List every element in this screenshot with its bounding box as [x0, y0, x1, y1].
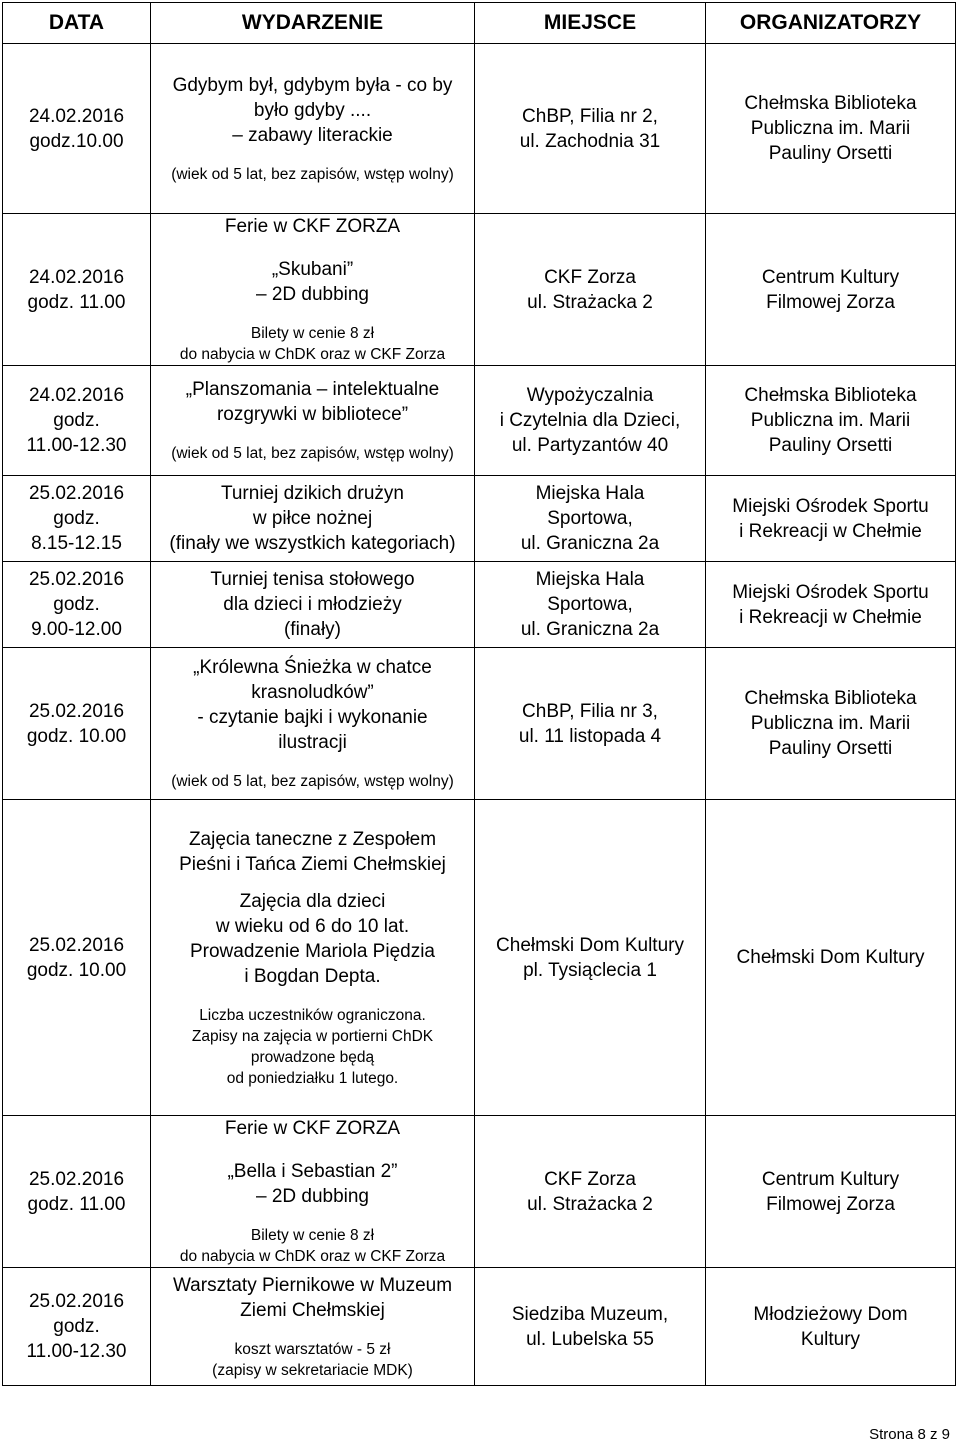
place-cell [475, 366, 706, 476]
place-cell [475, 1268, 706, 1386]
date-line: 25.02.2016 [28, 1291, 125, 1312]
event-note-line: do nabycia w ChDK oraz w CKF Zorza [179, 1248, 446, 1265]
event-note-line: Bilety w cenie 8 zł [250, 325, 375, 342]
page-number: Strona 8 z 9 [869, 1426, 950, 1443]
event-title-line: „Skubani” [271, 259, 354, 280]
table-row [3, 648, 956, 800]
date-line: godz. [53, 508, 100, 529]
organizer-line: Miejski Ośrodek Sportu [732, 581, 929, 603]
event-cell [151, 1116, 475, 1268]
organizer-line: Publiczna im. Marii [750, 713, 911, 734]
event-title-line: rozgrywki w bibliotece” [216, 404, 409, 425]
organizer-line: Publiczna im. Marii [750, 118, 911, 139]
event-note-line: Liczba uczestników ograniczona. [199, 1006, 426, 1024]
event-cell [151, 562, 475, 648]
place-line: ul. Graniczna 2a [520, 619, 660, 640]
place-line: Siedziba Muzeum, [511, 1303, 669, 1325]
event-title-line: dla dzieci i młodzieży [223, 594, 402, 615]
event-note-line: (wiek od 5 lat, bez zapisów, wstęp wolny) [171, 445, 454, 462]
event-cell [151, 214, 475, 366]
organizer-line: Publiczna im. Marii [750, 410, 911, 431]
event-title-line: „Królewna Śnieżka w chatce [193, 657, 432, 678]
date-cell [3, 800, 151, 1116]
organizer-line: Filmowej Zorza [766, 291, 895, 313]
date-cell [3, 44, 151, 214]
place-cell [475, 214, 706, 366]
organizer-line: Pauliny Orsetti [768, 738, 893, 759]
table-row [3, 562, 956, 648]
event-note-line: (wiek od 5 lat, bez zapisów, wstęp wolny) [171, 773, 454, 790]
event-title-line: – zabawy literackie [232, 124, 393, 146]
place-cell [475, 1116, 706, 1268]
date-cell [3, 648, 151, 800]
event-title-line: krasnoludków” [251, 682, 374, 703]
place-cell [475, 562, 706, 648]
date-cell [3, 214, 151, 366]
organizer-line: Kultury [800, 1328, 861, 1350]
event-note-line: prowadzone będą [250, 1048, 375, 1066]
series-label: Ferie w CKF ZORZA [224, 1118, 401, 1139]
organizer-cell [706, 44, 956, 214]
event-note-line: Zapisy na zajęcia w portierni ChDK [191, 1027, 434, 1045]
event-cell [151, 366, 475, 476]
table-row [3, 44, 956, 214]
event-note-line: Bilety w cenie 8 zł [250, 1227, 375, 1244]
date-line: 11.00-12.30 [26, 435, 127, 456]
date-line: 25.02.2016 [28, 934, 125, 956]
table-row [3, 1268, 956, 1386]
organizer-line: i Rekreacji w Chełmie [739, 520, 922, 542]
date-line: godz. 10.00 [26, 725, 127, 747]
organizer-cell [706, 648, 956, 800]
event-title-line: Ziemi Chełmskiej [240, 1299, 385, 1321]
date-line: 25.02.2016 [28, 700, 125, 722]
organizer-cell [706, 1268, 956, 1386]
place-line: CKF Zorza [544, 266, 636, 288]
date-line: godz. 11.00 [27, 1193, 126, 1215]
place-line: ul. Lubelska 55 [526, 1328, 654, 1350]
organizer-cell [706, 800, 956, 1116]
place-line: Sportowa, [547, 508, 633, 529]
organizer-cell [706, 562, 956, 648]
date-line: godz. [53, 1316, 100, 1337]
date-line: 24.02.2016 [28, 385, 125, 406]
event-title-line: w wieku od 6 do 10 lat. [215, 915, 410, 937]
organizer-line: Pauliny Orsetti [768, 435, 893, 456]
organizer-line: Miejski Ośrodek Sportu [732, 495, 929, 517]
place-line: ul. Strażacka 2 [527, 291, 653, 313]
place-line: ul. Zachodnia 31 [519, 130, 661, 152]
place-cell [475, 800, 706, 1116]
organizer-cell [706, 476, 956, 562]
date-line: 24.02.2016 [28, 105, 125, 127]
place-line: ul. Strażacka 2 [527, 1193, 653, 1215]
date-cell [3, 1116, 151, 1268]
event-cell [151, 648, 475, 800]
date-cell [3, 1268, 151, 1386]
organizer-cell [706, 366, 956, 476]
event-note-line: koszt warsztatów - 5 zł [234, 1340, 391, 1358]
event-note-line: od poniedziałku 1 lutego. [226, 1069, 399, 1087]
organizer-line: Młodzieżowy Dom [753, 1303, 908, 1325]
event-title-line: – 2D dubbing [255, 284, 370, 305]
event-title-line: Prowadzenie Mariola Piędzia [189, 940, 435, 962]
event-note-line: (wiek od 5 lat, bez zapisów, wstęp wolny) [171, 165, 454, 183]
organizer-line: Pauliny Orsetti [768, 143, 893, 164]
date-line: 11.00-12.30 [26, 1341, 127, 1362]
organizer-line: Centrum Kultury [761, 1168, 900, 1190]
event-cell [151, 44, 475, 214]
place-line: ul. 11 listopada 4 [518, 725, 662, 747]
event-title-line: Turniej dzikich drużyn [220, 483, 405, 504]
date-line: 24.02.2016 [28, 266, 125, 288]
event-title-line: „Bella i Sebastian 2” [227, 1161, 398, 1182]
event-title-line: (finały) [283, 619, 341, 640]
date-cell [3, 562, 151, 648]
place-cell [475, 648, 706, 800]
series-label: Ferie w CKF ZORZA [224, 216, 401, 237]
event-title-line: ilustracji [278, 732, 347, 753]
header-place: MIEJSCE [475, 3, 706, 44]
event-title-line: Gdybym był, gdybym była - co by [172, 74, 453, 96]
header-row [3, 3, 956, 44]
organizer-line: i Rekreacji w Chełmie [739, 606, 922, 628]
event-title-line: „Planszomania – intelektualne [185, 379, 440, 400]
date-line: 9.00-12.00 [31, 619, 122, 640]
event-title-line: – 2D dubbing [255, 1186, 370, 1207]
event-cell [151, 1268, 475, 1386]
organizer-cell [706, 1116, 956, 1268]
table-row [3, 1116, 956, 1268]
date-cell [3, 476, 151, 562]
event-title-line: Zajęcia taneczne z Zespołem [188, 828, 437, 850]
table-row [3, 476, 956, 562]
place-line: Miejska Hala [535, 483, 645, 504]
place-line: CKF Zorza [544, 1168, 636, 1190]
place-line: Wypożyczalnia [526, 385, 654, 406]
place-line: Sportowa, [547, 594, 633, 615]
place-line: ChBP, Filia nr 3, [522, 700, 658, 722]
date-line: godz. [53, 410, 100, 431]
event-title-line: w piłce nożnej [252, 508, 373, 529]
place-line: ChBP, Filia nr 2, [522, 105, 658, 127]
organizer-cell [706, 214, 956, 366]
event-title-line: - czytanie bajki i wykonanie [197, 707, 428, 728]
date-cell [3, 366, 151, 476]
place-cell [475, 44, 706, 214]
date-line: 25.02.2016 [28, 483, 125, 504]
event-title-line: i Bogdan Depta. [244, 965, 381, 987]
date-line: godz. [53, 594, 100, 615]
event-cell [151, 476, 475, 562]
table-row [3, 800, 956, 1116]
date-line: godz.10.00 [29, 130, 124, 152]
event-note-line: (zapisy w sekretariacie MDK) [212, 1361, 413, 1379]
event-title-line: Warsztaty Piernikowe w Muzeum [172, 1274, 453, 1296]
organizer-line: Filmowej Zorza [766, 1193, 895, 1215]
table-row [3, 366, 956, 476]
place-line: Chełmski Dom Kultury [496, 934, 684, 956]
table-row [3, 214, 956, 366]
organizer-line: Chełmski Dom Kultury [736, 947, 925, 968]
event-cell [151, 800, 475, 1116]
organizer-line: Chełmska Biblioteka [744, 688, 917, 709]
event-title-line: Zajęcia dla dzieci [239, 890, 386, 912]
place-line: ul. Graniczna 2a [520, 533, 660, 554]
event-title-line: Turniej tenisa stołowego [210, 569, 415, 590]
place-line: Miejska Hala [535, 569, 645, 590]
event-title-line: Pieśni i Tańca Ziemi Chełmskiej [179, 853, 446, 875]
date-line: godz. 11.00 [27, 291, 126, 313]
date-line: 8.15-12.15 [31, 533, 122, 554]
place-cell [475, 476, 706, 562]
place-line: ul. Partyzantów 40 [511, 435, 669, 456]
header-date: DATA [3, 3, 151, 44]
event-title-line: (finały we wszystkich kategoriach) [169, 533, 456, 554]
organizer-line: Chełmska Biblioteka [744, 93, 917, 114]
place-line: i Czytelnia dla Dzieci, [499, 410, 681, 431]
event-note-line: do nabycia w ChDK oraz w CKF Zorza [179, 346, 446, 363]
organizer-line: Chełmska Biblioteka [744, 385, 917, 406]
header-organizers: ORGANIZATORZY [706, 3, 956, 44]
date-line: 25.02.2016 [28, 1168, 125, 1190]
date-line: 25.02.2016 [28, 569, 125, 590]
event-title-line [154, 877, 471, 889]
events-table [2, 2, 956, 1386]
date-line: godz. 10.00 [26, 959, 127, 981]
event-title-line: było gdyby .... [253, 99, 372, 121]
header-event: WYDARZENIE [151, 3, 475, 44]
place-line: pl. Tysiąclecia 1 [523, 959, 657, 981]
organizer-line: Centrum Kultury [761, 266, 900, 288]
